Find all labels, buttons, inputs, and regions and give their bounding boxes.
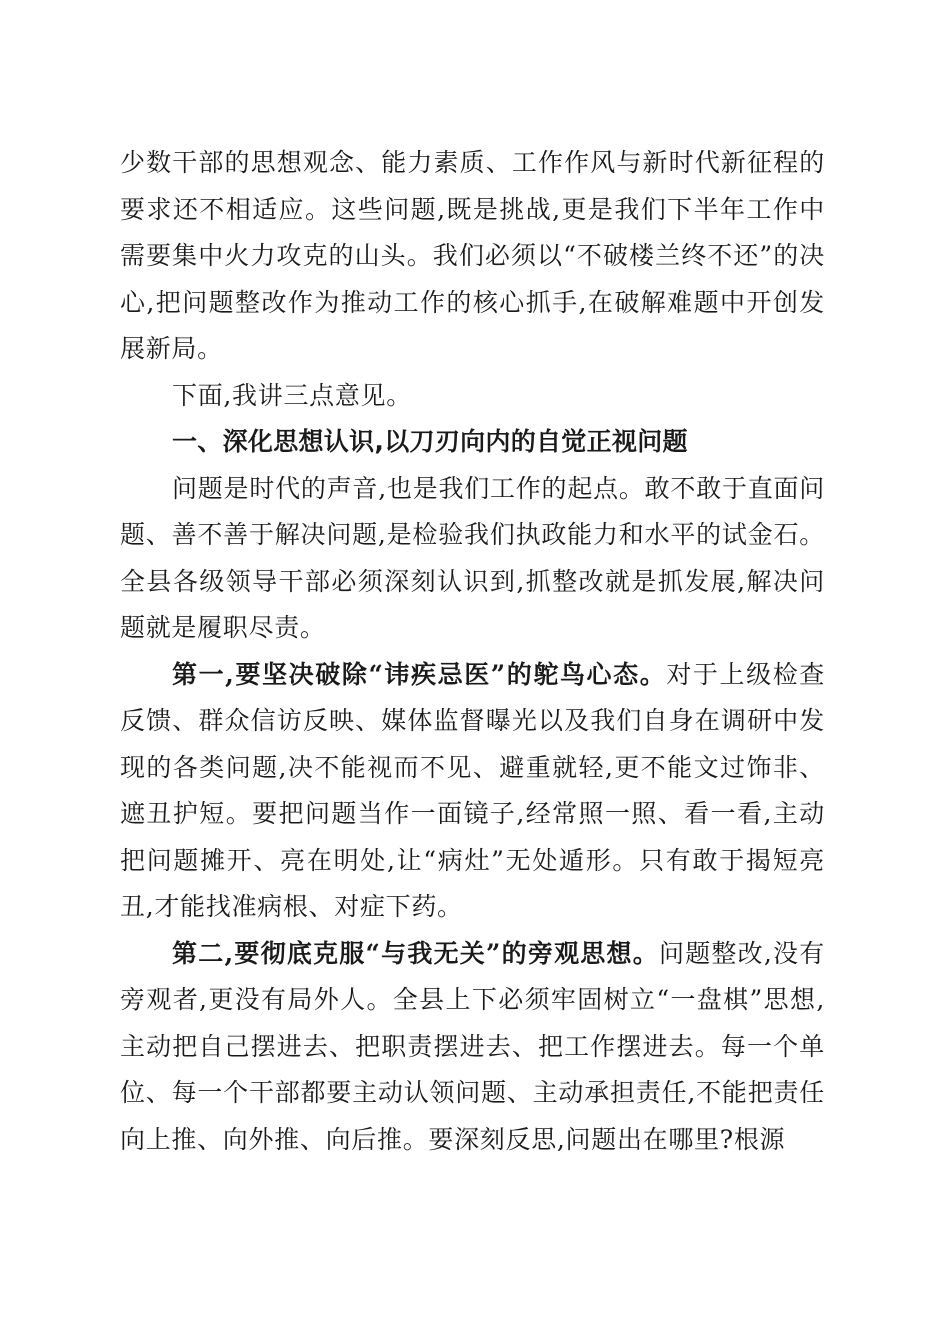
paragraph-text: 少数干部的思想观念、能力素质、工作作风与新时代新征程的要求还不相适应。这些问题,既是挑战,更是我们下半年工作中需要集中火力攻克的山头。我们必须以“不破楼兰终不还”的决心,把问题整改作为推动工作的核心抓手,在破解难题中开创发展新局。 (120, 148, 825, 363)
document-body (120, 140, 825, 1163)
section-heading-one (120, 419, 825, 466)
point-lead-sentence: 第一,要坚决破除“讳疾忌医”的鸵鸟心态。 (172, 659, 667, 689)
paragraph-text: 对于上级检查反馈、群众信访反映、媒体监督曝光以及我们自身在调研中发现的各类问题,决不能视而不见、避重就轻,更不能文过饰非、遮丑护短。要把问题当作一面镜子,经常照一照、看一看,主动把问题摊开、亮在明处,让“病灶”无处遁形。只有敢于揭短亮丑,才能找准病根、对症下药。 (120, 659, 825, 921)
paragraph-text: 问题是时代的声音,也是我们工作的起点。敢不敢于直面问题、善不善于解决问题,是检验我们执政能力和水平的试金石。全县各级领导干部必须深刻认识到,抓整改就是抓发展,解决问题就是履职尽责。 (120, 473, 825, 642)
heading-text: 一、深化思想认识,以刀刃向内的自觉正视问题 (172, 427, 688, 456)
paragraph-intro-continuation (120, 140, 825, 373)
paragraph-section-intro (120, 466, 825, 652)
point-lead-sentence: 第二,要彻底克服“与我无关”的旁观思想。 (172, 938, 659, 968)
paragraph-text: 下面,我讲三点意见。 (172, 380, 412, 410)
paragraph-transition (120, 373, 825, 420)
paragraph-text: 问题整改,没有旁观者,更没有局外人。全县上下必须牢固树立“一盘棋”思想,主动把自己摆进去、把职责摆进去、把工作摆进去。每一个单位、每一个干部都要主动认领问题、主动承担责任,不能把责任向上推、向外推、向后推。要深刻反思,问题出在哪里?根源 (120, 938, 825, 1154)
paragraph-point-second (120, 931, 825, 1164)
paragraph-point-first (120, 652, 825, 931)
